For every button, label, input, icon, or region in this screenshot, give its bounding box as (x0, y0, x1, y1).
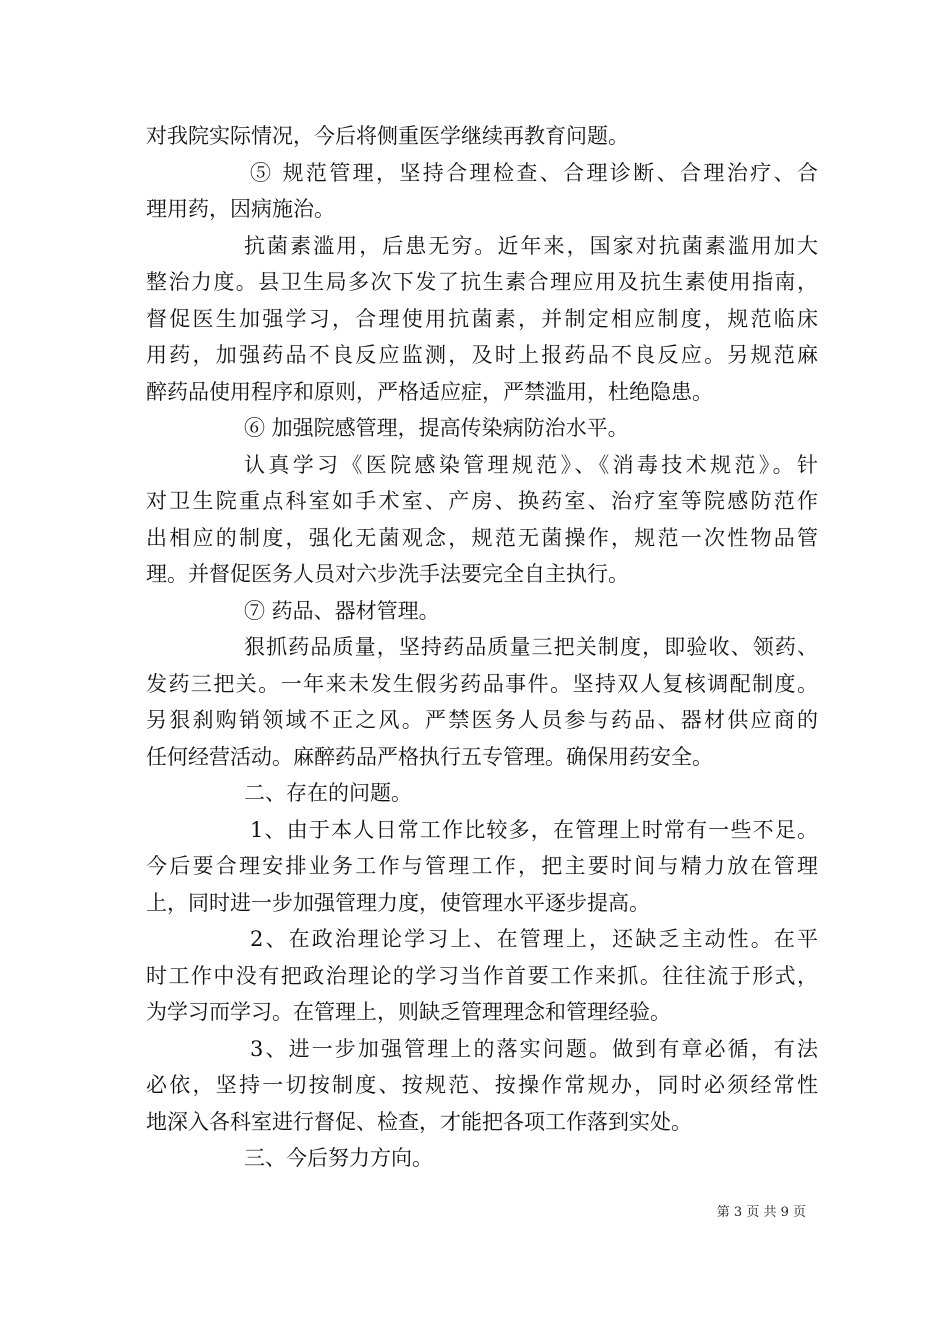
page-number: 第 3 页 共 9 页 (716, 1205, 806, 1220)
text-line: 必依，坚持一切按制度、按规范、按操作常规办，同时必须经常性 (146, 1073, 818, 1097)
text-line: 2、在政治理论学习上、在管理上，还缺乏主动性。在平 (250, 927, 818, 951)
text-line: 为学习而学习。在管理上，则缺乏管理理念和管理经验。 (146, 1000, 671, 1024)
section-heading: 二、存在的问题。 (244, 781, 412, 805)
text-line: 出相应的制度，强化无菌观念，规范无菌操作，规范一次性物品管 (146, 525, 818, 550)
text-line: 发药三把关。一年来未发生假劣药品事件。坚持双人复核调配制度。 (146, 671, 818, 696)
text-line: 认真学习《医院感染管理规范》、《消毒技术规范》。针 (244, 452, 818, 477)
text-line: 地深入各科室进行督促、检查，才能把各项工作落到实处。 (146, 1109, 692, 1134)
section-heading: 三、今后努力方向。 (244, 1146, 433, 1170)
text-line: 任何经营活动。麻醉药品严格执行五专管理。确保用药安全。 (146, 744, 713, 769)
text-line: 狠抓药品质量，坚持药品质量三把关制度，即验收、领药、 (244, 635, 818, 659)
text-line: 今后要合理安排业务工作与管理工作，把主要时间与精力放在管理 (146, 854, 818, 878)
text-line: 醉药品使用程序和原则，严格适应症，严禁滥用，杜绝隐患。 (146, 379, 713, 404)
text-line: 时工作中没有把政治理论的学习当作首要工作来抓。往往流于形式， (146, 963, 818, 988)
text-line: ⑤ 规范管理，坚持合理检查、合理诊断、合理治疗、合 (250, 160, 818, 185)
text-line: 抗菌素滥用，后患无穷。近年来，国家对抗菌素滥用加大 (244, 233, 818, 258)
text-line: 用药，加强药品不良反应监测，及时上报药品不良反应。另规范麻 (146, 343, 818, 367)
text-line: 对卫生院重点科室如手术室、产房、换药室、治疗室等院感防范作 (146, 489, 818, 513)
text-line: 对我院实际情况，今后将侧重医学继续再教育问题。 (146, 124, 629, 148)
text-line: 督促医生加强学习，合理使用抗菌素，并制定相应制度，规范临床 (146, 306, 818, 331)
text-line: 理用药，因病施治。 (146, 197, 335, 221)
text-line: ⑥ 加强院感管理，提高传染病防治水平。 (244, 416, 629, 440)
document-body (146, 118, 818, 1177)
text-line: 3、进一步加强管理上的落实问题。做到有章必循，有法 (250, 1036, 818, 1061)
text-line: 上，同时进一步加强管理力度，使管理水平逐步提高。 (146, 890, 650, 915)
text-line: 另狠刹购销领域不正之风。严禁医务人员参与药品、器材供应商的 (146, 708, 818, 732)
text-line: 整治力度。县卫生局多次下发了抗生素合理应用及抗生素使用指南， (146, 270, 818, 294)
text-line: 1、由于本人日常工作比较多，在管理上时常有一些不足。 (250, 817, 818, 842)
text-line: 理。并督促医务人员对六步洗手法要完全自主执行。 (146, 562, 629, 586)
text-line: ⑦ 药品、器材管理。 (244, 598, 440, 623)
